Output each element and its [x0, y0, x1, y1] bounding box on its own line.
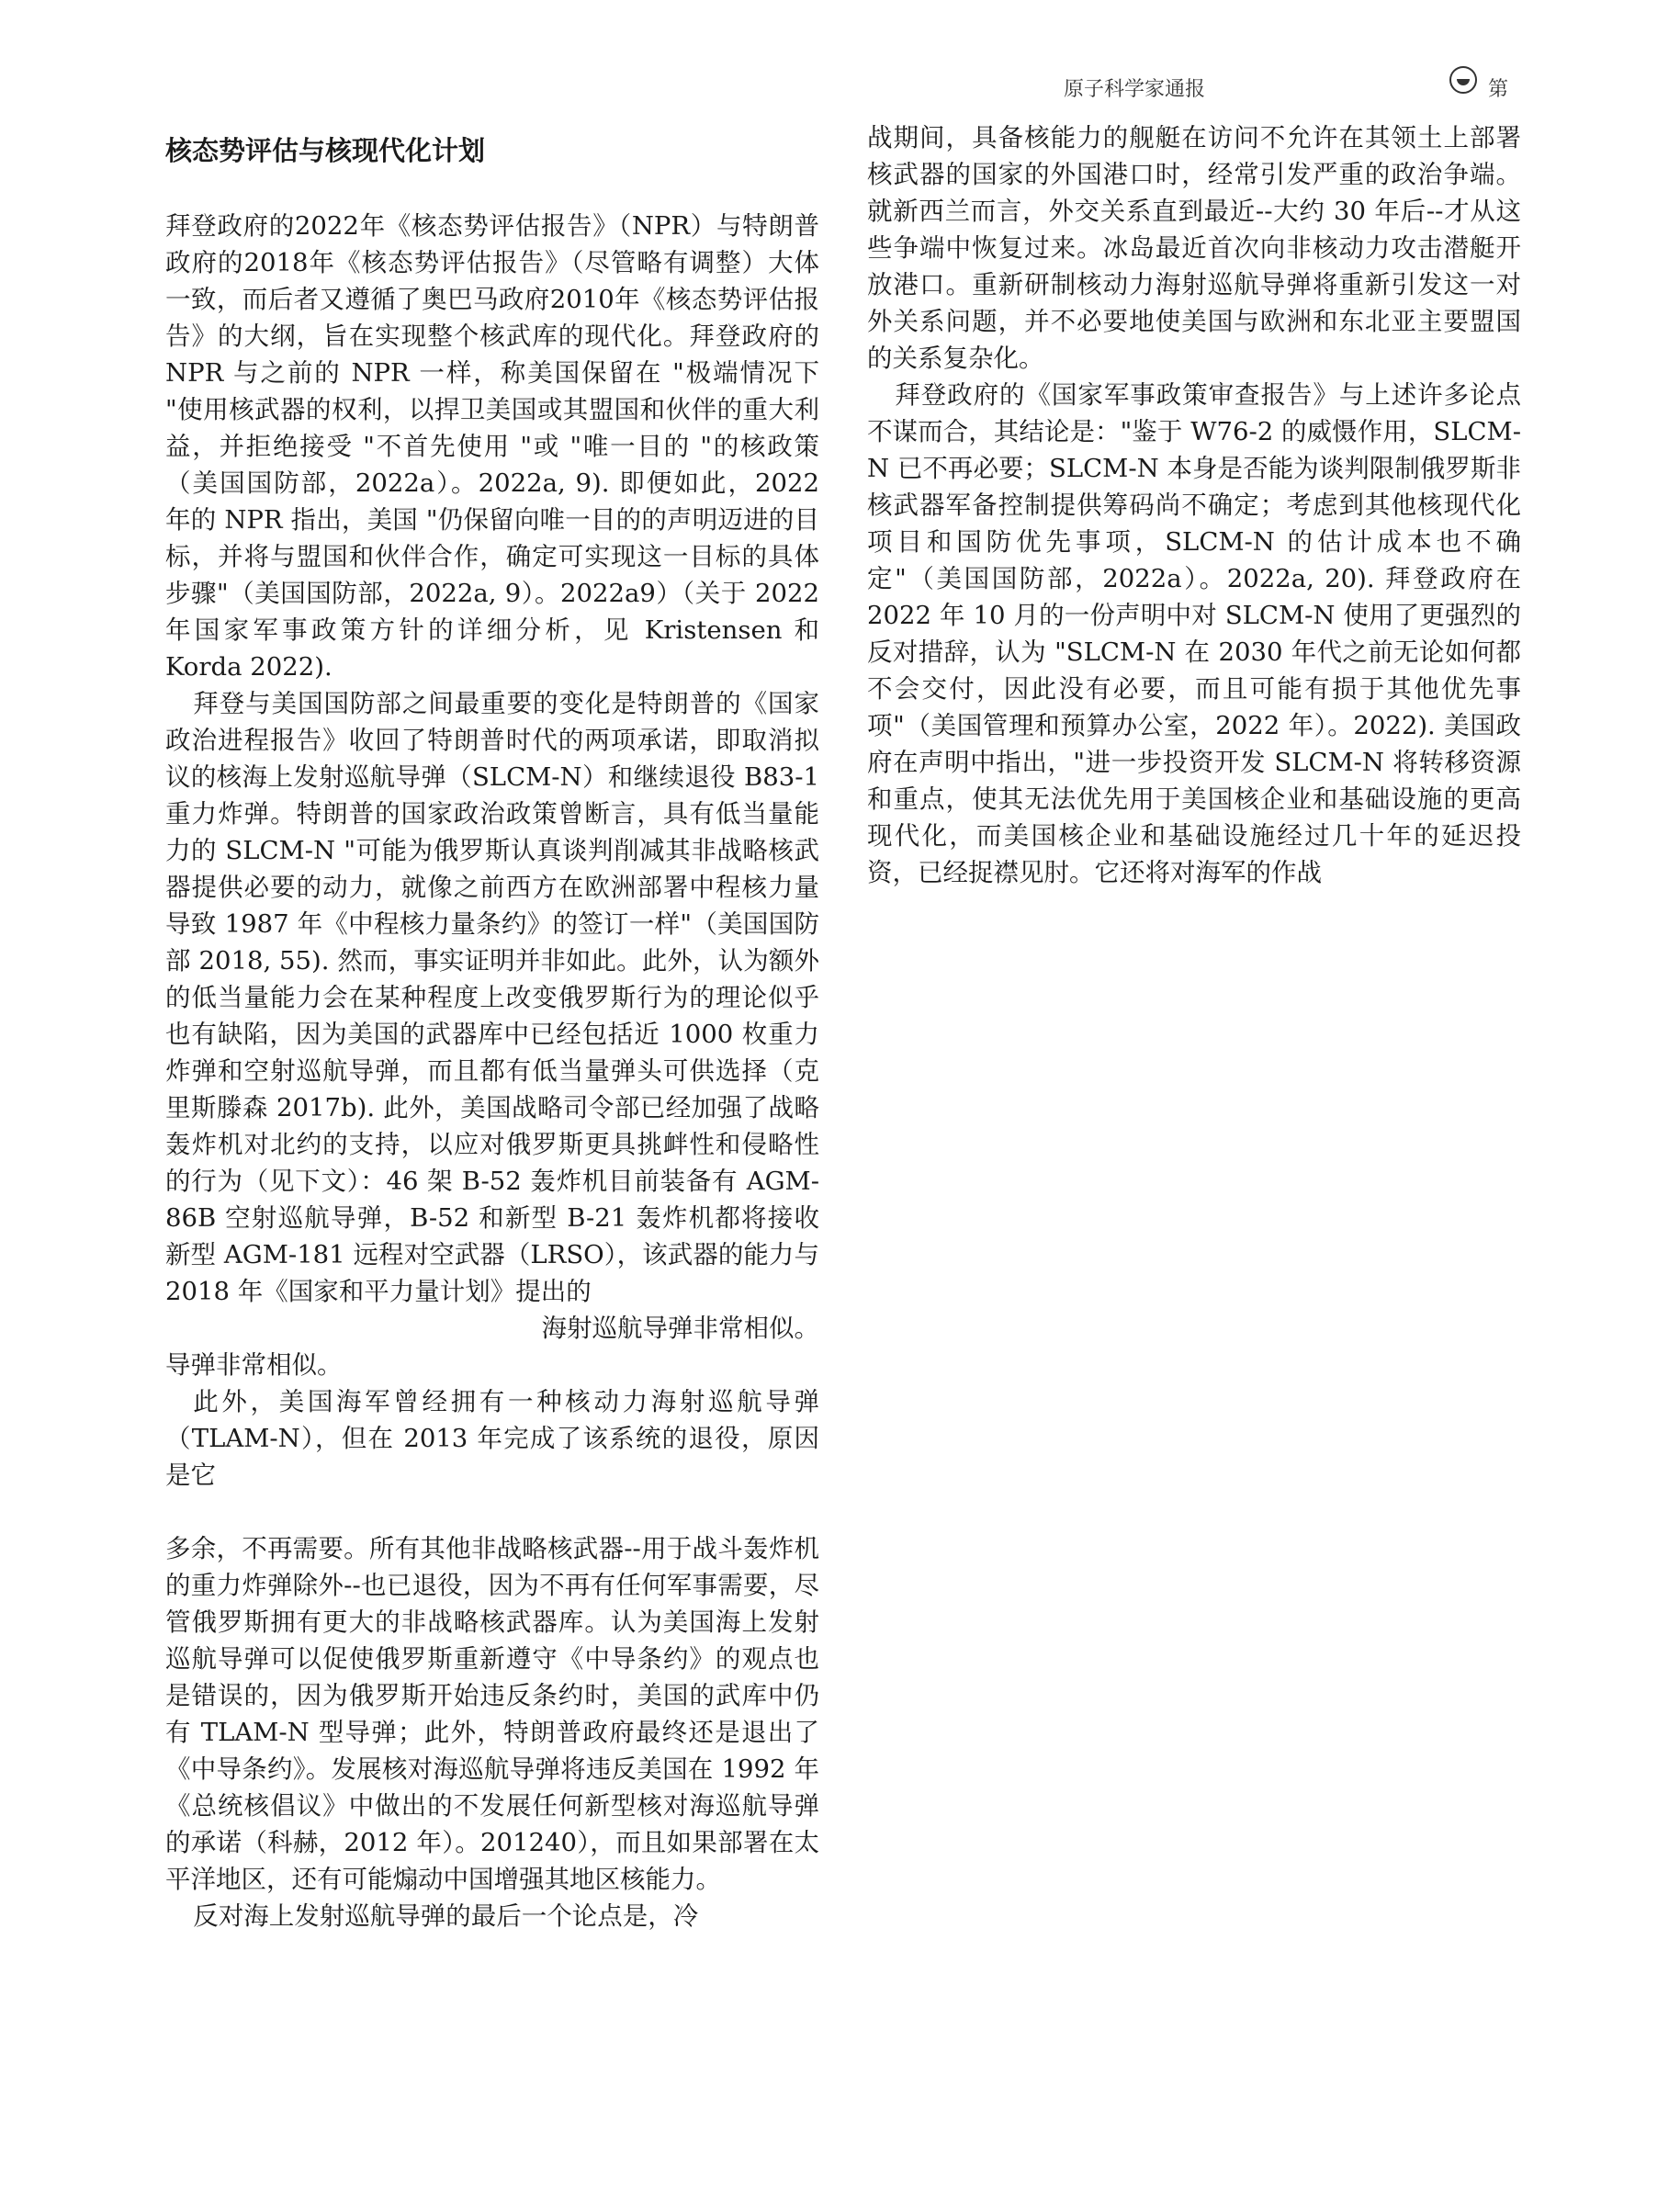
paragraph: 此外，美国海军曾经拥有一种核动力海射巡航导弹（TLAM-N），但在 2013 年完成了该系统的退役，原因是它	[165, 1387, 819, 1490]
right-column	[867, 119, 1521, 891]
section-heading: 核态势评估与核现代化计划	[165, 135, 486, 166]
journal-logo-icon	[1449, 66, 1477, 94]
paragraph: 反对海上发射巡航导弹的最后一个论点是，冷	[193, 1901, 699, 1931]
left-column	[165, 119, 819, 1934]
paragraph: 战期间，具备核能力的舰艇在访问不允许在其领土上部署核武器的国家的外国港口时，经常引发严重的政治争端。就新西兰而言，外交关系直到最近--大约 30 年后--才从这些争端中恢复过来。冰岛最近首次向非核动力攻击潜艇开放港口。重新研制核动力海射巡航导弹将重新引发这一对外关系问题，并不必要地使美国与欧洲和东北亚主要盟国的关系复杂化。	[867, 123, 1521, 373]
paragraph: 拜登政府的2022年《核态势评估报告》（NPR）与特朗普政府的2018年《核态势评估报告》（尽管略有调整）大体一致，而后者又遵循了奥巴马政府2010年《核态势评估报告》的大纲，旨在实现整个核武库的现代化。拜登政府的 NPR 与之前的 NPR 一样，称美国保留在 "极端情况下 "使用核武器的权利，以捍卫美国或其盟国和伙伴的重大利益，并拒绝接受 "不首先使用 "或 "唯一目的 "的核政策（美国国防部，2022a）。2022a, 9). 即便如此，2022 年的 NPR 指出，美国 "仍保留向唯一目的的声明迈进的目标，并将与盟国和伙伴合作，确定可实现这一目标的具体步骤"（美国国防部，2022a, 9）。2022a9）（关于 2022 年国家军事政策方针的详细分析，见 Kristensen 和 Korda 2022).	[165, 211, 819, 682]
paragraph-fragment: 导弹非常相似。	[165, 1350, 343, 1380]
paragraph-fragment: 海射巡航导弹非常相似。	[541, 1314, 819, 1343]
paragraph: 拜登政府的《国家军事政策审查报告》与上述许多论点不谋而合，其结论是："鉴于 W76-2 的威慑作用，SLCM-N 已不再必要；SLCM-N 本身是否能为谈判限制俄罗斯非核武器军备控制提供筹码尚不确定；考虑到其他核现代化项目和国防优先事项，SLCM-N 的估计成本也不确定"（美国国防部，2022a）。2022a, 20). 拜登政府在 2022 年 10 月的一份声明中对 SLCM-N 使用了更强烈的反对措辞，认为 "SLCM-N 在 2030 年代之前无论如何都不会交付，因此没有必要，而且可能有损于其他优先事项"（美国管理和预算办公室，2022 年）。2022). 美国政府在声明中指出，"进一步投资开发 SLCM-N 将转移资源和重点，使其无法优先用于美国核企业和基础设施的更高现代化，而美国核企业和基础设施经过几十年的延迟投资，已经捉襟见肘。它还将对海军的作战	[867, 380, 1521, 887]
paragraph: 拜登与美国国防部之间最重要的变化是特朗普的《国家政治进程报告》收回了特朗普时代的两项承诺，即取消拟议的核海上发射巡航导弹（SLCM-N）和继续退役 B83-1 重力炸弹。特朗普的国家政治政策曾断言，具有低当量能力的 SLCM-N "可能为俄罗斯认真谈判削减其非战略核武器提供必要的动力，就像之前西方在欧洲部署中程核力量导致 1987 年《中程核力量条约》的签订一样"（美国国防部 2018, 55). 然而，事实证明并非如此。此外，认为额外的低当量能力会在某种程度上改变俄罗斯行为的理论似乎也有缺陷，因为美国的武器库中已经包括近 1000 枚重力炸弹和空射巡航导弹，而且都有低当量弹头可供选择（克里斯滕森 2017b). 此外，美国战略司令部已经加强了战略轰炸机对北约的支持，以应对俄罗斯更具挑衅性和侵略性的行为（见下文）：46 架 B-52 轰炸机目前装备有 AGM-86B 空射巡航导弹，B-52 和新型 B-21 轰炸机都将接收新型 AGM-181 远程对空武器（LRSO），该武器的能力与 2018 年《国家和平力量计划》提出的	[165, 689, 819, 1306]
running-header	[1064, 66, 1560, 108]
paragraph: 多余，不再需要。所有其他非战略核武器--用于战斗轰炸机的重力炸弹除外--也已退役，因为不再有任何军事需要，尽管俄罗斯拥有更大的非战略核武器库。认为美国海上发射巡航导弹可以促使俄罗斯重新遵守《中导条约》的观点也是错误的，因为俄罗斯开始违反条约时，美国的武库中仍有 TLAM-N 型导弹；此外，特朗普政府最终还是退出了《中导条约》。发展核对海巡航导弹将违反美国在 1992 年《总统核倡议》中做出的不发展任何新型核对海巡航导弹的承诺（科赫，2012 年）。201240），而且如果部署在太平洋地区，还有可能煽动中国增强其地区核能力。	[165, 1534, 819, 1894]
page-label: 第	[1488, 78, 1509, 101]
journal-title: 原子科学家通报	[1064, 78, 1206, 101]
